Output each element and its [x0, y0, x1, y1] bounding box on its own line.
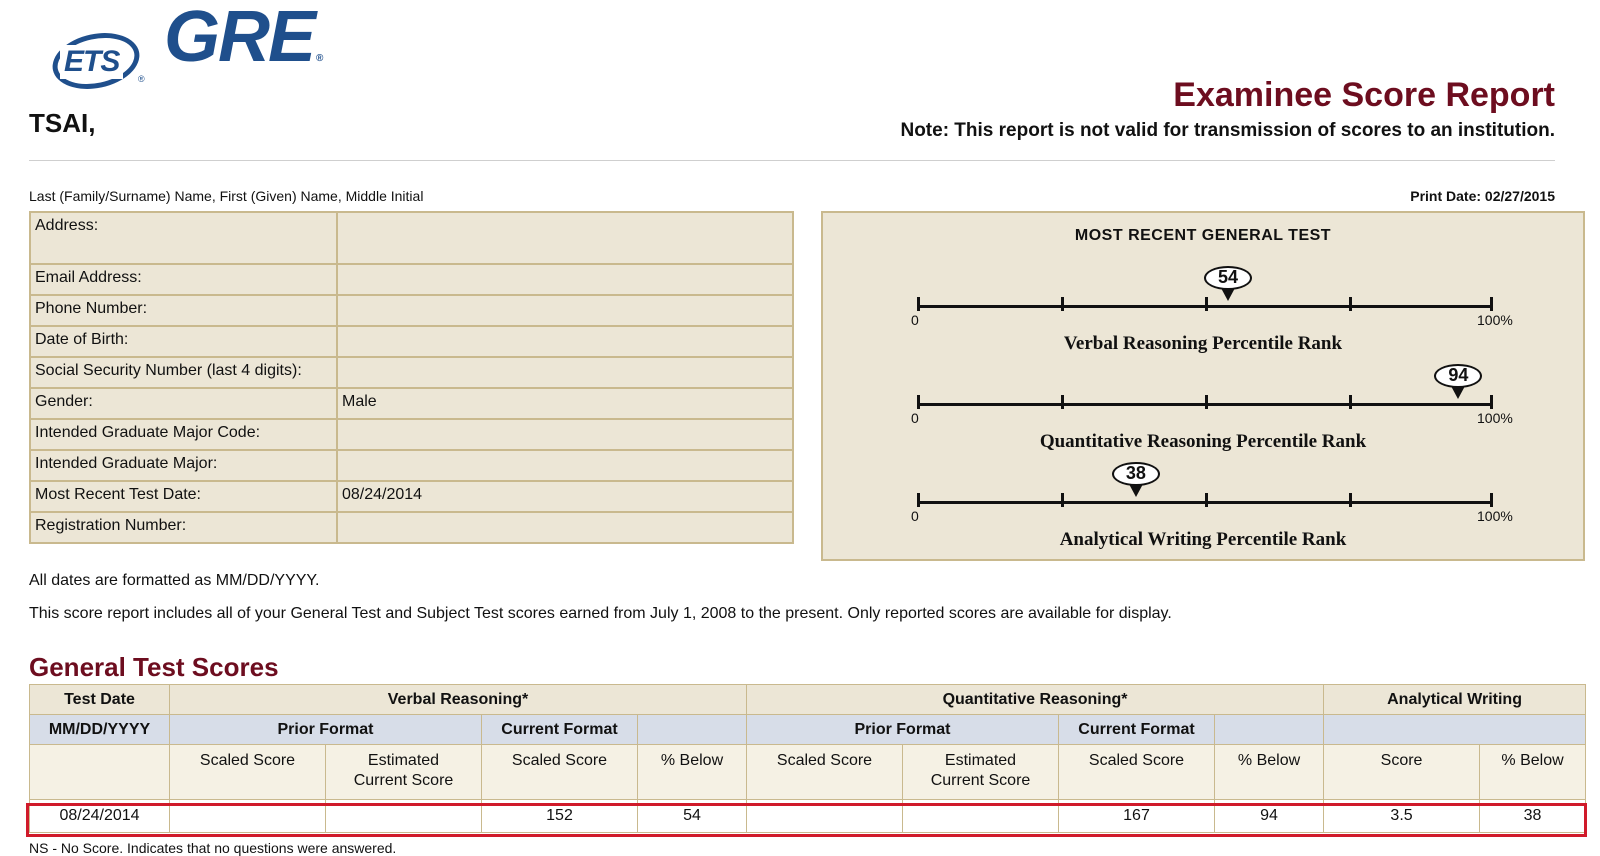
col-header-empty [1324, 715, 1586, 745]
info-value [337, 326, 793, 357]
score-quant-below: 94 [1215, 800, 1324, 833]
gre-logo [164, 0, 322, 90]
scale-tick [917, 297, 920, 311]
percentile-marker: 38 [1112, 462, 1160, 486]
col-header-empty [638, 715, 747, 745]
examinee-info-table [29, 211, 794, 544]
info-label: Intended Graduate Major: [30, 450, 337, 481]
col-header-quant-prior: Prior Format [747, 715, 1059, 745]
score-writing: 3.5 [1324, 800, 1480, 833]
score-verbal-scaled: 152 [482, 800, 638, 833]
info-label: Email Address: [30, 264, 337, 295]
col-header-quant-below: % Below [1215, 745, 1324, 800]
scale-min-label: 0 [911, 312, 919, 328]
col-header-quant-current: Current Format [1059, 715, 1215, 745]
scale-min-label: 0 [911, 410, 919, 426]
percentile-label: Verbal Reasoning Percentile Rank [1063, 333, 1343, 354]
scale-max-label: 100% [1477, 410, 1513, 426]
scale-tick [1490, 395, 1493, 409]
verbal-percentile-scale [823, 213, 1583, 354]
logo-area [52, 0, 322, 90]
scale-tick [1205, 493, 1208, 507]
info-row [30, 481, 793, 512]
info-label: Date of Birth: [30, 326, 337, 357]
header-row-measures [30, 745, 1586, 800]
percentile-marker: 94 [1434, 364, 1482, 388]
marker-pointer-icon [1129, 484, 1143, 497]
print-date: Print Date: 02/27/2015 [1410, 188, 1555, 204]
col-header-empty [1215, 715, 1324, 745]
scale-tick [1061, 395, 1064, 409]
col-header-test-date: Test Date [30, 685, 170, 715]
col-header-empty [30, 745, 170, 800]
score-row [30, 800, 1586, 833]
general-test-scores-heading: General Test Scores [29, 652, 279, 682]
info-value [337, 295, 793, 326]
info-value [337, 264, 793, 295]
score-writing-below: 38 [1480, 800, 1586, 833]
score-quant-prior-estimated [903, 800, 1059, 833]
scale-tick [1490, 493, 1493, 507]
col-header-writing-below: % Below [1480, 745, 1586, 800]
col-header-writing-score: Score [1324, 745, 1480, 800]
info-value [337, 212, 793, 264]
info-value [337, 419, 793, 450]
score-scope-note: This score report includes all of your General Test and Subject Test scores earned from July 1, 2008 to the present. Only reported scores are available for display. [29, 605, 1172, 622]
ets-logo [52, 28, 145, 90]
col-header-verbal-below: % Below [638, 745, 747, 800]
marker-pointer-icon [1451, 386, 1465, 399]
col-header-quant: Quantitative Reasoning* [747, 685, 1324, 715]
header-line: Estimated [367, 752, 440, 769]
info-value: 08/24/2014 [337, 481, 793, 512]
col-header-verbal-current: Current Format [482, 715, 638, 745]
info-value [337, 450, 793, 481]
scale-tick [1061, 493, 1064, 507]
general-test-scores-table [29, 684, 1586, 833]
header-line: Current Score [353, 772, 454, 789]
scale-max-label: 100% [1477, 508, 1513, 524]
header-row-formats [30, 715, 1586, 745]
gre-logo-registered-mark: ® [316, 53, 322, 64]
info-value [337, 512, 793, 543]
col-header-quant-prior-scaled: Scaled Score [747, 745, 903, 800]
info-row [30, 357, 793, 388]
info-row [30, 419, 793, 450]
score-verbal-prior-estimated [326, 800, 482, 833]
col-header-verbal-scaled: Scaled Score [482, 745, 638, 800]
percentile-label: Quantitative Reasoning Percentile Rank [1039, 431, 1367, 452]
col-header-verbal: Verbal Reasoning* [170, 685, 747, 715]
scale-tick [1061, 297, 1064, 311]
header-row-sections [30, 685, 1586, 715]
info-row [30, 326, 793, 357]
date-format-note: All dates are formatted as MM/DD/YYYY. [29, 572, 320, 589]
name-caption: Last (Family/Surname) Name, First (Given) Name, Middle Initial [29, 188, 424, 204]
col-header-verbal-prior: Prior Format [170, 715, 482, 745]
col-header-verbal-prior-scaled: Scaled Score [170, 745, 326, 800]
info-label: Registration Number: [30, 512, 337, 543]
info-row [30, 212, 793, 264]
info-label: Address: [30, 212, 337, 264]
info-value: Male [337, 388, 793, 419]
header-line: Current Score [930, 772, 1031, 789]
percentile-panel [821, 211, 1585, 561]
header-line: Estimated [944, 752, 1017, 769]
info-row [30, 264, 793, 295]
score-verbal-below: 54 [638, 800, 747, 833]
info-value [337, 357, 793, 388]
scale-tick [917, 493, 920, 507]
scale-tick [1490, 297, 1493, 311]
panel-title: MOST RECENT GENERAL TEST [1074, 227, 1332, 244]
info-label: Most Recent Test Date: [30, 481, 337, 512]
ets-logo-registered-mark: ® [138, 74, 145, 84]
percentile-marker: 54 [1204, 266, 1252, 290]
info-row [30, 450, 793, 481]
col-header-verbal-prior-estimated [326, 745, 482, 800]
col-header-quant-scaled: Scaled Score [1059, 745, 1215, 800]
report-title: Examinee Score Report [1173, 76, 1555, 114]
scale-tick [917, 395, 920, 409]
info-row [30, 512, 793, 543]
info-label: Intended Graduate Major Code: [30, 419, 337, 450]
writing-percentile-scale [823, 409, 1583, 550]
info-label: Social Security Number (last 4 digits): [30, 357, 337, 388]
col-header-writing: Analytical Writing [1324, 685, 1586, 715]
no-score-note: NS - No Score. Indicates that no questions were answered. [29, 840, 397, 856]
col-header-quant-prior-estimated [903, 745, 1059, 800]
marker-pointer-icon [1221, 288, 1235, 301]
info-row [30, 295, 793, 326]
score-verbal-prior-scaled [170, 800, 326, 833]
info-label: Gender: [30, 388, 337, 419]
scale-min-label: 0 [911, 508, 919, 524]
scale-tick [1349, 297, 1352, 311]
scale-tick [1205, 297, 1208, 311]
col-header-date-format: MM/DD/YYYY [30, 715, 170, 745]
score-quant-prior-scaled [747, 800, 903, 833]
gre-logo-text: GRE [164, 0, 315, 77]
header-divider [29, 160, 1555, 161]
scale-tick [1205, 395, 1208, 409]
score-quant-scaled: 167 [1059, 800, 1215, 833]
examinee-name: TSAI, [29, 108, 96, 138]
ets-logo-text: ETS [60, 45, 123, 79]
report-note: Note: This report is not valid for transmission of scores to an institution. [900, 120, 1555, 141]
score-test-date: 08/24/2014 [30, 800, 170, 833]
info-row [30, 388, 793, 419]
scale-tick [1349, 493, 1352, 507]
scale-tick [1349, 395, 1352, 409]
info-label: Phone Number: [30, 295, 337, 326]
percentile-label: Analytical Writing Percentile Rank [1059, 529, 1347, 550]
quant-percentile-scale [823, 311, 1583, 452]
scale-max-label: 100% [1477, 312, 1513, 328]
